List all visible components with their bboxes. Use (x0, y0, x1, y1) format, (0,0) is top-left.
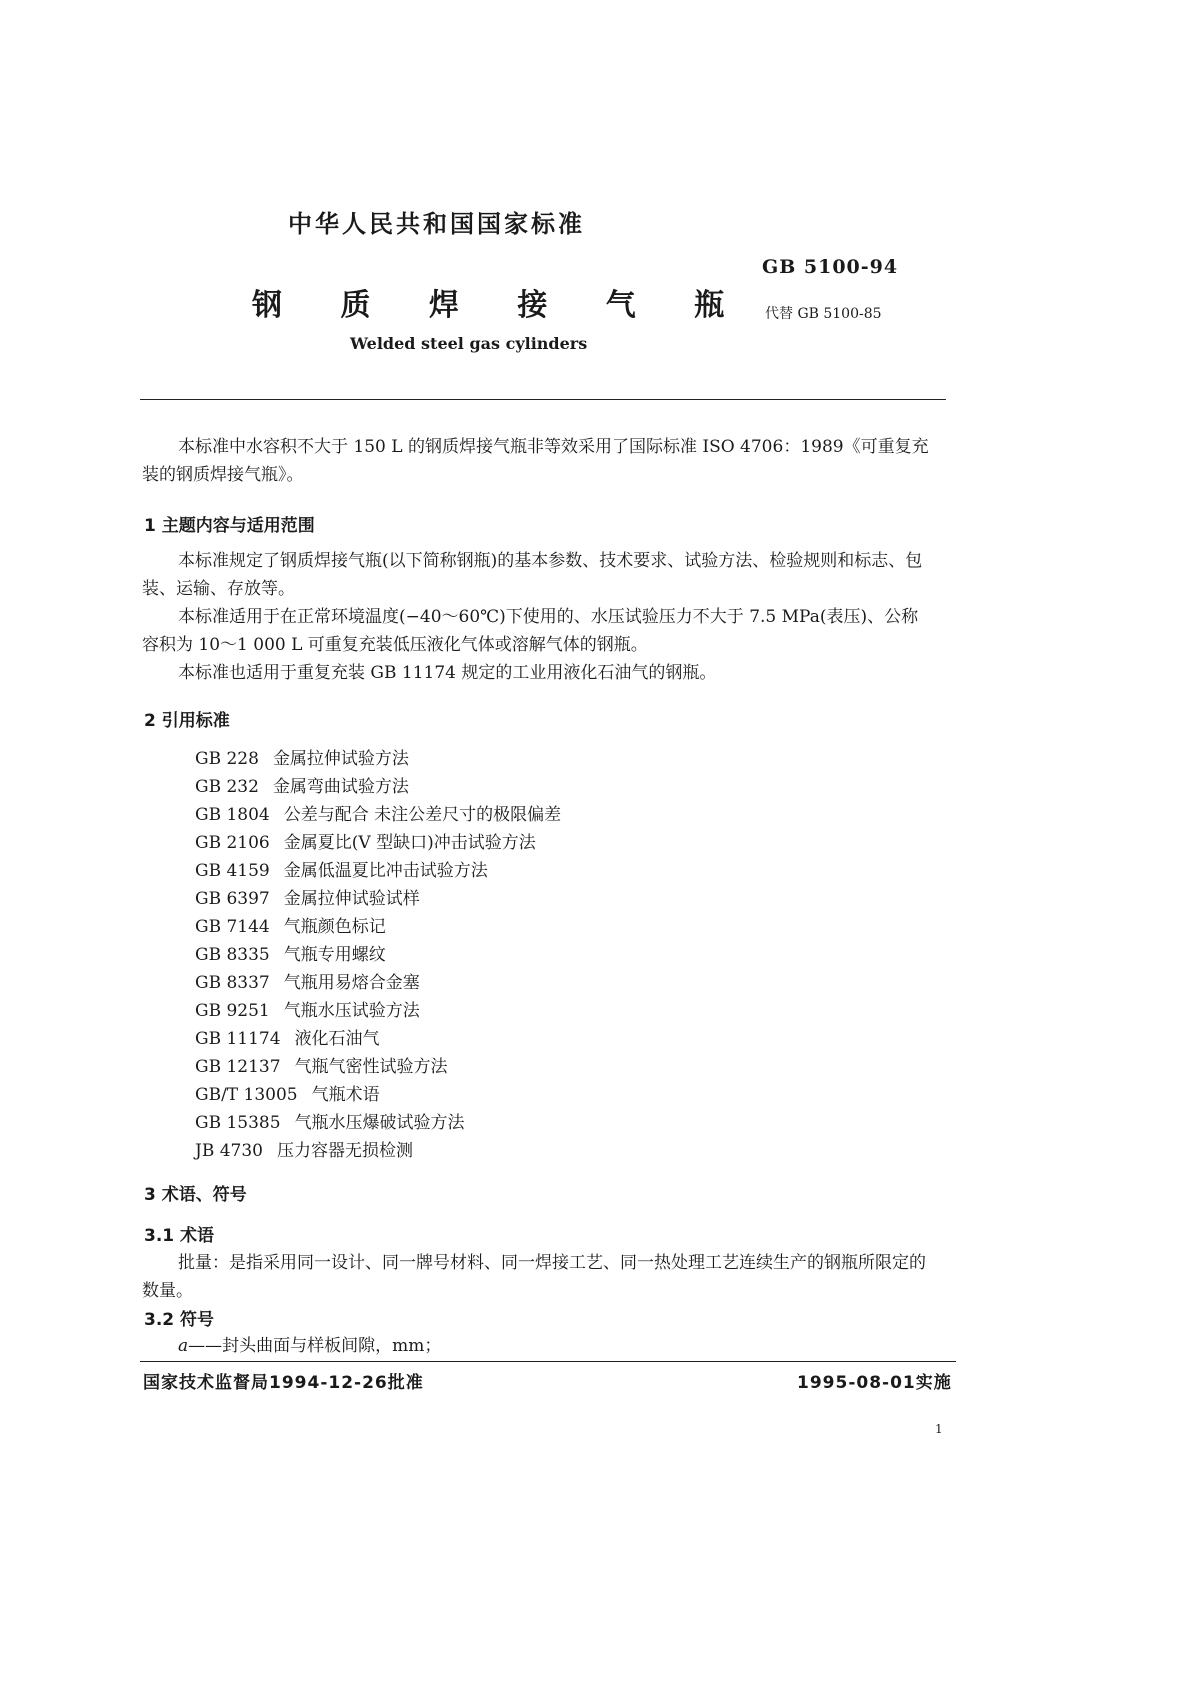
reference-code: GB 9251 (195, 1001, 270, 1021)
section-1-paragraph-1-line-2: 装、运输、存放等。 (142, 579, 295, 599)
reference-code: GB 4159 (195, 861, 270, 881)
reference-title: 公差与配合 未注公差尺寸的极限偏差 (283, 805, 562, 825)
reference-item (195, 884, 420, 909)
standard-number: GB 5100-94 (762, 256, 899, 278)
approval-info: 国家技术监督局1994-12-26批准 (143, 1373, 424, 1393)
reference-code: GB 7144 (195, 917, 270, 937)
reference-code: GB 15385 (195, 1113, 281, 1133)
reference-code: GB 6397 (195, 889, 270, 909)
reference-code: GB 11174 (195, 1029, 281, 1049)
section-3-1-line-1: 批量：是指采用同一设计、同一牌号材料、同一焊接工艺、同一热处理工艺连续生产的钢瓶所限定的 (178, 1253, 926, 1273)
reference-code: GB 1804 (195, 805, 270, 825)
intro-line-1: 本标准中水容积不大于 150 L 的钢质焊接气瓶非等效采用了国际标准 ISO 4706：1989《可重复充 (178, 437, 929, 457)
document-title-cn: 钢 质 焊 接 气 瓶 (252, 288, 749, 323)
reference-item (195, 940, 386, 965)
reference-item (195, 912, 386, 937)
reference-item (195, 1052, 448, 1077)
reference-title: 液化石油气 (294, 1029, 380, 1049)
reference-title: 气瓶气密性试验方法 (294, 1057, 448, 1077)
section-1-heading: 1 主题内容与适用范围 (144, 516, 315, 536)
reference-item (195, 1024, 380, 1049)
section-3-2-heading: 3.2 符号 (144, 1310, 215, 1330)
country-standard-title: 中华人民共和国国家标准 (288, 210, 585, 238)
reference-title: 气瓶用易熔合金塞 (283, 973, 420, 993)
section-1-paragraph-2-line-2: 容积为 10～1 000 L 可重复充装低压液化气体或溶解气体的钢瓶。 (142, 635, 648, 655)
reference-item (195, 996, 420, 1021)
reference-item (195, 772, 409, 797)
reference-title: 气瓶水压试验方法 (283, 1001, 420, 1021)
reference-title: 气瓶专用螺纹 (283, 945, 386, 965)
reference-item (195, 1136, 413, 1161)
symbol-definition (178, 1333, 441, 1359)
effective-date: 1995-08-01实施 (797, 1373, 952, 1393)
reference-title: 气瓶术语 (311, 1085, 380, 1105)
reference-code: GB 228 (195, 749, 259, 769)
section-2-heading: 2 引用标准 (144, 711, 230, 731)
section-1-paragraph-2-line-1: 本标准适用于在正常环境温度(−40～60℃)下使用的、水压试验压力不大于 7.5 MPa(表压)、公称 (178, 607, 919, 627)
page-number: 1 (935, 1422, 943, 1436)
reference-item (195, 1080, 380, 1105)
reference-title: 气瓶水压爆破试验方法 (294, 1113, 465, 1133)
section-3-1-line-2: 数量。 (142, 1281, 193, 1301)
intro-line-2: 装的钢质焊接气瓶》。 (142, 465, 304, 485)
reference-item (195, 744, 409, 769)
reference-item (195, 856, 488, 881)
document-title-en: Welded steel gas cylinders (350, 334, 588, 353)
reference-title: 金属低温夏比冲击试验方法 (283, 861, 488, 881)
reference-title: 金属夏比(V 型缺口)冲击试验方法 (283, 833, 536, 853)
footer-divider (140, 1361, 956, 1362)
header-divider (140, 399, 946, 400)
section-3-1-heading: 3.1 术语 (144, 1226, 215, 1246)
reference-item (195, 1108, 465, 1133)
reference-item (195, 828, 536, 853)
symbol: a (178, 1336, 189, 1356)
symbol-description: ——封头曲面与样板间隙，mm； (188, 1336, 442, 1356)
reference-title: 金属弯曲试验方法 (272, 777, 409, 797)
reference-code: GB 232 (195, 777, 259, 797)
reference-code: GB 12137 (195, 1057, 281, 1077)
reference-code: GB 2106 (195, 833, 270, 853)
replaces-standard: 代替 GB 5100-85 (765, 306, 882, 322)
reference-title: 气瓶颜色标记 (283, 917, 386, 937)
section-1-paragraph-1-line-1: 本标准规定了钢质焊接气瓶(以下简称钢瓶)的基本参数、技术要求、试验方法、检验规则和标志、包 (178, 551, 923, 571)
section-3-heading: 3 术语、符号 (144, 1185, 247, 1205)
reference-code: GB 8337 (195, 973, 270, 993)
reference-item (195, 800, 561, 825)
reference-title: 金属拉伸试验试样 (283, 889, 420, 909)
section-1-paragraph-3: 本标准也适用于重复充装 GB 11174 规定的工业用液化石油气的钢瓶。 (178, 663, 717, 683)
reference-title: 金属拉伸试验方法 (272, 749, 409, 769)
reference-item (195, 968, 420, 993)
reference-code: GB/T 13005 (195, 1085, 298, 1105)
reference-code: JB 4730 (195, 1141, 263, 1161)
reference-code: GB 8335 (195, 945, 270, 965)
reference-title: 压力容器无损检测 (276, 1141, 413, 1161)
